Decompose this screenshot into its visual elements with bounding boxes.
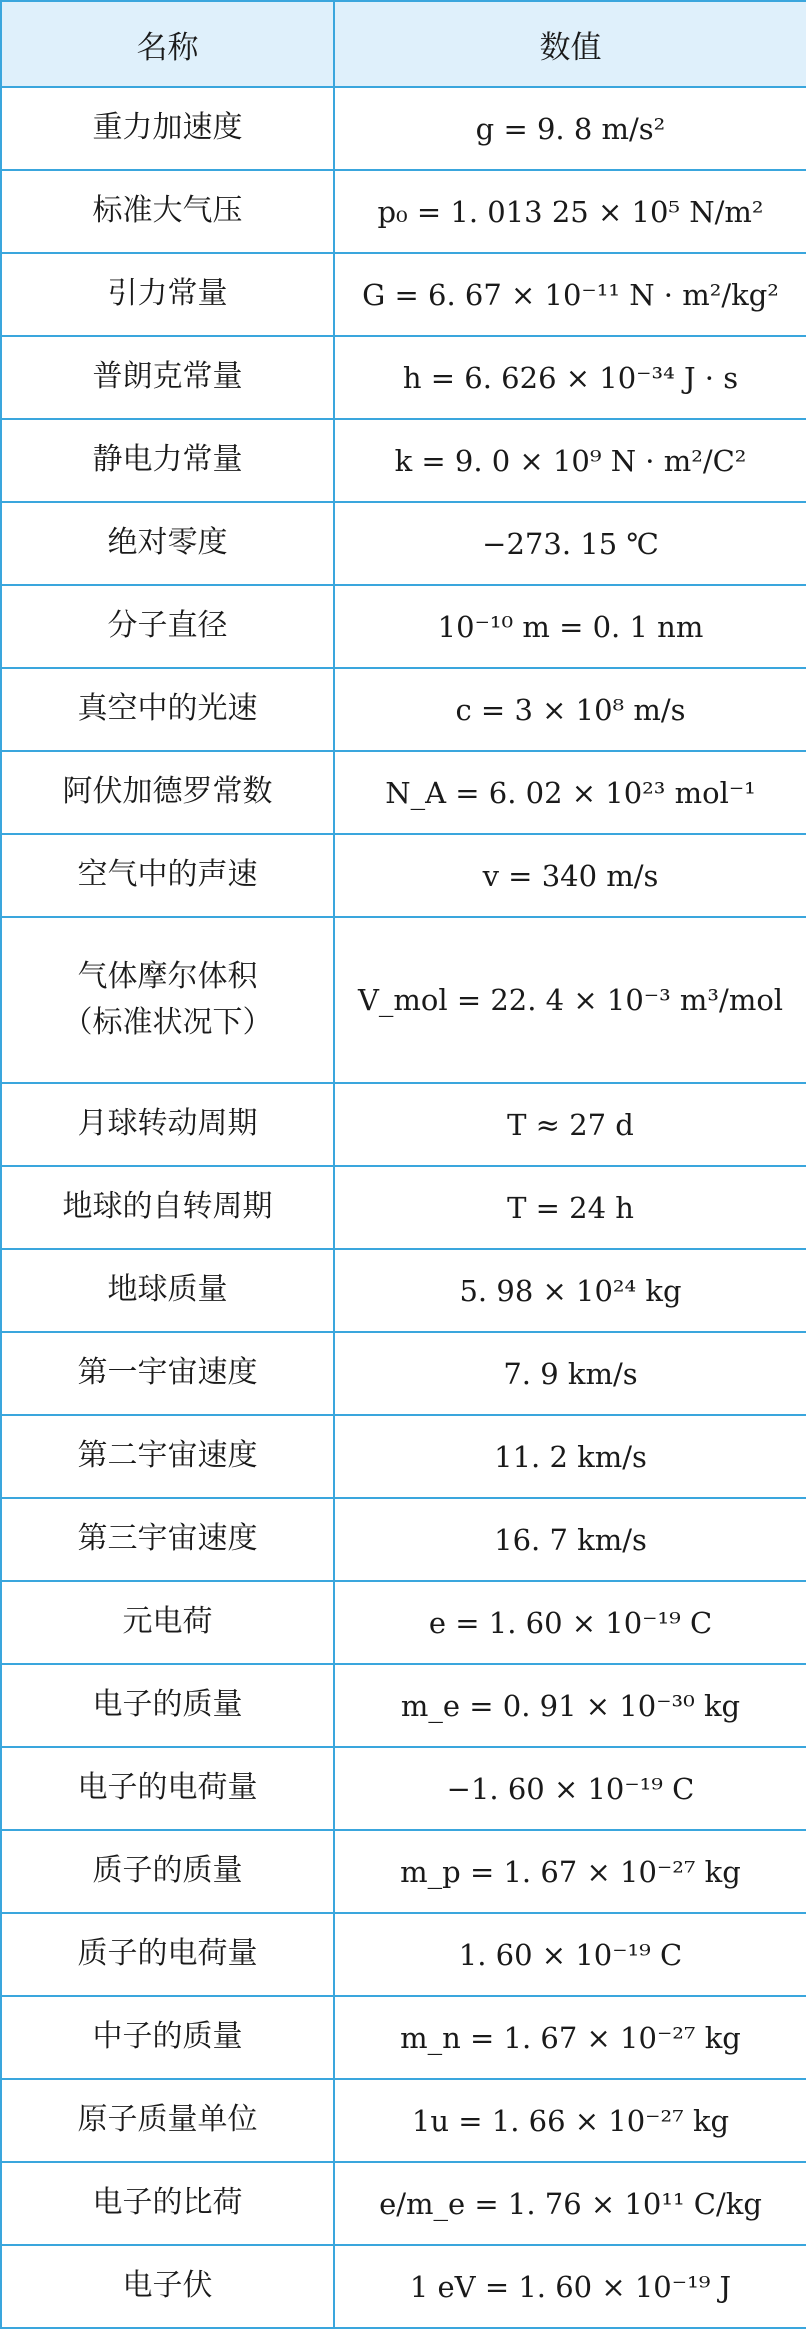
table-row bbox=[1, 87, 806, 170]
row-name: 第二宇宙速度 bbox=[1, 1415, 334, 1498]
header-name: 名称 bbox=[1, 1, 334, 87]
table-row bbox=[1, 1747, 806, 1830]
row-value: 11. 2 km/s bbox=[334, 1415, 806, 1498]
row-value: 10⁻¹⁰ m = 0. 1 nm bbox=[334, 585, 806, 668]
header-value: 数值 bbox=[334, 1, 806, 87]
row-name: 气体摩尔体积 （标准状况下） bbox=[1, 917, 334, 1083]
table-row bbox=[1, 1830, 806, 1913]
row-name: 中子的质量 bbox=[1, 1996, 334, 2079]
row-name: 第三宇宙速度 bbox=[1, 1498, 334, 1581]
row-value: 16. 7 km/s bbox=[334, 1498, 806, 1581]
row-name: 标准大气压 bbox=[1, 170, 334, 253]
row-value: 5. 98 × 10²⁴ kg bbox=[334, 1249, 806, 1332]
row-name: 电子伏 bbox=[1, 2245, 334, 2328]
row-name: 第一宇宙速度 bbox=[1, 1332, 334, 1415]
table-row bbox=[1, 253, 806, 336]
table-row bbox=[1, 170, 806, 253]
row-name: 元电荷 bbox=[1, 1581, 334, 1664]
table-row bbox=[1, 2245, 806, 2328]
row-value: k = 9. 0 × 10⁹ N · m²/C² bbox=[334, 419, 806, 502]
row-name: 静电力常量 bbox=[1, 419, 334, 502]
row-value: g = 9. 8 m/s² bbox=[334, 87, 806, 170]
table-row bbox=[1, 1913, 806, 1996]
table-row bbox=[1, 2079, 806, 2162]
table-row bbox=[1, 2162, 806, 2245]
row-value: c = 3 × 10⁸ m/s bbox=[334, 668, 806, 751]
row-name: 质子的电荷量 bbox=[1, 1913, 334, 1996]
row-value: 7. 9 km/s bbox=[334, 1332, 806, 1415]
table-row bbox=[1, 917, 806, 1083]
table-header-row bbox=[1, 1, 806, 87]
table-row bbox=[1, 1415, 806, 1498]
row-value: N_A = 6. 02 × 10²³ mol⁻¹ bbox=[334, 751, 806, 834]
table-row bbox=[1, 1166, 806, 1249]
row-value: m_p = 1. 67 × 10⁻²⁷ kg bbox=[334, 1830, 806, 1913]
row-value: −1. 60 × 10⁻¹⁹ C bbox=[334, 1747, 806, 1830]
table-row bbox=[1, 336, 806, 419]
row-name: 引力常量 bbox=[1, 253, 334, 336]
row-value: m_n = 1. 67 × 10⁻²⁷ kg bbox=[334, 1996, 806, 2079]
row-value: −273. 15 ℃ bbox=[334, 502, 806, 585]
row-value: 1 eV = 1. 60 × 10⁻¹⁹ J bbox=[334, 2245, 806, 2328]
row-name: 空气中的声速 bbox=[1, 834, 334, 917]
row-value: 1u = 1. 66 × 10⁻²⁷ kg bbox=[334, 2079, 806, 2162]
row-name: 原子质量单位 bbox=[1, 2079, 334, 2162]
row-name: 电子的电荷量 bbox=[1, 1747, 334, 1830]
table-row bbox=[1, 751, 806, 834]
row-value: m_e = 0. 91 × 10⁻³⁰ kg bbox=[334, 1664, 806, 1747]
row-name: 重力加速度 bbox=[1, 87, 334, 170]
table-row bbox=[1, 585, 806, 668]
table-row bbox=[1, 668, 806, 751]
row-value: G = 6. 67 × 10⁻¹¹ N · m²/kg² bbox=[334, 253, 806, 336]
row-name: 地球质量 bbox=[1, 1249, 334, 1332]
row-value: h = 6. 626 × 10⁻³⁴ J · s bbox=[334, 336, 806, 419]
row-name: 地球的自转周期 bbox=[1, 1166, 334, 1249]
row-value: 1. 60 × 10⁻¹⁹ C bbox=[334, 1913, 806, 1996]
table-row bbox=[1, 1332, 806, 1415]
table-row bbox=[1, 1498, 806, 1581]
table-row bbox=[1, 834, 806, 917]
row-name: 普朗克常量 bbox=[1, 336, 334, 419]
row-name: 月球转动周期 bbox=[1, 1083, 334, 1166]
table-row bbox=[1, 1996, 806, 2079]
row-value: v = 340 m/s bbox=[334, 834, 806, 917]
table-body bbox=[1, 87, 806, 2328]
table-row bbox=[1, 1581, 806, 1664]
row-name: 真空中的光速 bbox=[1, 668, 334, 751]
row-name: 阿伏加德罗常数 bbox=[1, 751, 334, 834]
table-row bbox=[1, 419, 806, 502]
row-value: e = 1. 60 × 10⁻¹⁹ C bbox=[334, 1581, 806, 1664]
row-value: p₀ = 1. 013 25 × 10⁵ N/m² bbox=[334, 170, 806, 253]
table-row bbox=[1, 1249, 806, 1332]
row-name: 电子的质量 bbox=[1, 1664, 334, 1747]
row-value: T ≈ 27 d bbox=[334, 1083, 806, 1166]
row-value: V_mol = 22. 4 × 10⁻³ m³/mol bbox=[334, 917, 806, 1083]
row-name: 绝对零度 bbox=[1, 502, 334, 585]
table-row bbox=[1, 502, 806, 585]
row-name: 电子的比荷 bbox=[1, 2162, 334, 2245]
row-value: T = 24 h bbox=[334, 1166, 806, 1249]
row-name: 分子直径 bbox=[1, 585, 334, 668]
row-name: 质子的质量 bbox=[1, 1830, 334, 1913]
table-row bbox=[1, 1083, 806, 1166]
row-value: e/m_e = 1. 76 × 10¹¹ C/kg bbox=[334, 2162, 806, 2245]
table-row bbox=[1, 1664, 806, 1747]
